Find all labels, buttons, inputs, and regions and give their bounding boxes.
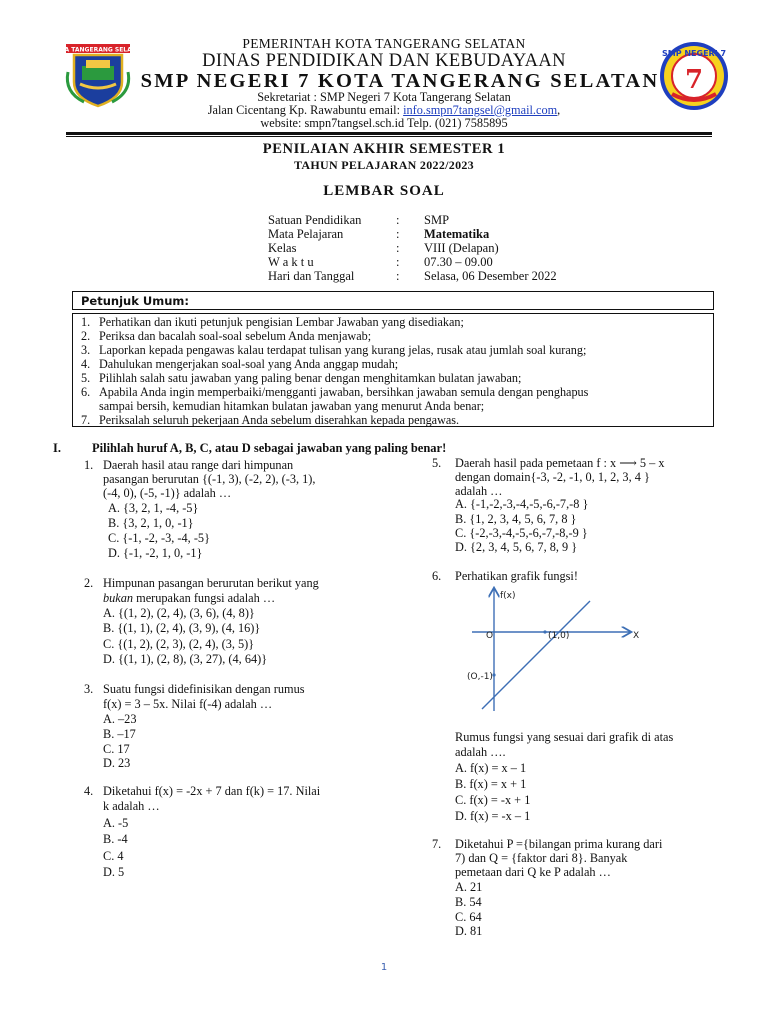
graph-fx-label: f(x) (500, 591, 516, 601)
instruction-text: Dahulukan mengerjakan soal-soal yang Anda anggap mudah; (99, 357, 399, 371)
instruction-item (81, 413, 459, 428)
option-a: A. 21 (455, 880, 483, 894)
instruction-number: 3. (81, 343, 91, 357)
academic-year: TAHUN PELAJARAN 2022/2023 (294, 158, 474, 172)
option-a: A. –23 (103, 712, 137, 726)
info-colon: : (396, 269, 400, 283)
address-suffix: , (557, 103, 561, 117)
instruction-number: 4. (81, 357, 91, 371)
function-graph (462, 585, 652, 715)
question-text: Diketahui f(x) = -2x + 7 dan f(k) = 17. Nilai (103, 784, 321, 798)
instruction-text: Pilihlah salah satu jawaban yang paling benar dengan menghitamkan bulatan jawaban; (99, 371, 522, 385)
address-prefix: Jalan Cicentang Kp. Rawabuntu email: (207, 103, 404, 117)
question-text: Rumus fungsi yang sesuai dari grafik di atas (455, 730, 674, 744)
question-number: 4. (84, 784, 94, 798)
question-number: 2. (84, 576, 94, 590)
option-d: D. {-1, -2, 1, 0, -1} (108, 546, 203, 560)
question-number: 6. (432, 569, 442, 583)
instructions-title: Petunjuk Umum: (81, 294, 189, 308)
question-text: Suatu fungsi didefinisikan dengan rumus (103, 682, 305, 696)
instruction-text: Laporkan kepada pengawas kalau terdapat tulisan yang kurang jelas, rusak atau jumlah soal kurang; (99, 343, 587, 357)
option-c: C. {-2,-3,-4,-5,-6,-7,-8,-9 } (455, 526, 588, 540)
info-colon: : (396, 227, 400, 241)
header-department: DINAS PENDIDIKAN DAN KEBUDAYAAN (202, 51, 566, 71)
question-text (103, 591, 275, 606)
option-a: A. -5 (103, 816, 129, 830)
instruction-text: Periksalah seluruh pekerjaan Anda sebelum diserahkan kepada pengawas. (99, 413, 460, 427)
question-text: 7) dan Q = {faktor dari 8}. Banyak (455, 851, 628, 865)
question-text: Himpunan pasangan berurutan berikut yang (103, 576, 319, 590)
header-rule-thin (66, 136, 712, 137)
instruction-number: 6. (81, 385, 91, 399)
info-colon: : (396, 241, 400, 255)
question-number: 5. (432, 456, 442, 470)
option-d: D. 81 (455, 924, 483, 938)
function-line (482, 601, 590, 709)
header-government: PEMERINTAH KOTA TANGERANG SELATAN (242, 36, 526, 51)
option-b: B. 54 (455, 895, 482, 909)
point-x-intercept (543, 630, 546, 633)
option-b: B. -4 (103, 832, 128, 846)
page-number: 1 (380, 962, 388, 973)
question-number: 1. (84, 458, 94, 472)
graph-point-label: (O,-1) (467, 672, 493, 682)
section-number: I. (53, 441, 61, 455)
option-a: A. f(x) = x – 1 (455, 761, 527, 775)
option-c: C. 4 (103, 849, 124, 863)
info-value: 07.30 – 09.00 (424, 255, 493, 269)
option-d: D. 23 (103, 756, 131, 770)
option-c: C. f(x) = -x + 1 (455, 793, 531, 807)
instruction-text: Apabila Anda ingin memperbaiki/mengganti jawaban, bersihkan jawaban semula dengan penghapus (99, 385, 589, 399)
instructions-header-box (72, 291, 714, 310)
option-c: C. {-1, -2, -3, -4, -5} (108, 531, 210, 545)
option-d: D. 5 (103, 865, 125, 879)
instruction-item (81, 399, 484, 414)
logo-right-text: SMP NEGERI 7 (661, 49, 727, 58)
question-text: Perhatikan grafik fungsi! (455, 569, 578, 583)
option-c: C. 17 (103, 742, 130, 756)
logo-number: 7 (684, 65, 704, 95)
info-value: SMP (424, 213, 450, 227)
instructions-list (72, 313, 714, 427)
header-school-name: SMP NEGERI 7 KOTA TANGERANG SELATAN (140, 70, 660, 92)
instruction-item (81, 371, 521, 386)
email-link[interactable]: info.smpn7tangsel@gmail.com (403, 103, 558, 117)
option-d: D. {(1, 1), (2, 8), (3, 27), (4, 64)} (103, 652, 268, 666)
instruction-item (81, 329, 371, 344)
instruction-number: 2. (81, 329, 91, 343)
question-text: k adalah … (103, 799, 160, 813)
info-label: Satuan Pendidikan (268, 213, 362, 227)
option-b: B. –17 (103, 727, 136, 741)
info-value: Selasa, 06 Desember 2022 (424, 269, 557, 283)
instruction-text: Perhatikan dan ikuti petunjuk pengisian Lembar Jawaban yang disediakan; (99, 315, 464, 329)
option-b: B. {1, 2, 3, 4, 5, 6, 7, 8 } (455, 512, 577, 526)
option-d: D. {2, 3, 4, 5, 6, 7, 8, 9 } (455, 540, 578, 554)
instruction-number: 1. (81, 315, 91, 329)
question-text: pemetaan dari Q ke P adalah … (455, 865, 611, 879)
info-value: VIII (Delapan) (424, 241, 499, 255)
header-website: website: smpn7tangsel.sch.id Telp. (021) 7585895 (260, 116, 508, 130)
sheet-title: LEMBAR SOAL (323, 183, 445, 199)
instruction-number: 7. (81, 413, 91, 427)
info-value: Matematika (424, 227, 490, 241)
instruction-text: Periksa dan bacalah soal-soal sebelum Anda menjawab; (99, 329, 372, 343)
info-row (0, 269, 768, 285)
logo-left-text: KOTA TANGERANG SELATAN (51, 46, 145, 54)
instruction-item (81, 385, 588, 400)
exam-title: PENILAIAN AKHIR SEMESTER 1 (262, 141, 506, 157)
graph-x-label: X (633, 631, 640, 641)
option-c: C. 64 (455, 910, 482, 924)
instruction-item (81, 343, 586, 358)
option-a: A. {-1,-2,-3,-4,-5,-6,-7,-8 } (455, 497, 589, 511)
question-text: dengan domain{-3, -2, -1, 0, 1, 2, 3, 4 } (455, 470, 650, 484)
info-label: Kelas (268, 241, 297, 255)
question-emphasis: bukan (103, 591, 134, 605)
graph-origin-label: O (486, 631, 494, 641)
question-text: f(x) = 3 – 5x. Nilai f(-4) adalah … (103, 697, 273, 711)
question-number: 7. (432, 837, 442, 851)
option-a: A. {3, 2, 1, -4, -5} (108, 501, 199, 515)
header-sekretariat: Sekretariat : SMP Negeri 7 Kota Tangerang Selatan (257, 90, 511, 104)
question-number: 3. (84, 682, 94, 696)
header-rule-thick (66, 132, 712, 135)
question-text: Daerah hasil pada pemetaan f : x ⟶ 5 – x (455, 456, 665, 470)
option-d: D. f(x) = -x – 1 (455, 809, 531, 823)
question-text: adalah … (455, 484, 503, 498)
option-c: C. {(1, 2), (2, 3), (2, 4), (3, 5)} (103, 637, 255, 651)
option-b: B. f(x) = x + 1 (455, 777, 527, 791)
instruction-text: sampai bersih, kemudian hitamkan bulatan jawaban yang menurut Anda benar; (99, 399, 485, 413)
instruction-item (81, 315, 464, 330)
question-text: pasangan berurutan {(-1, 3), (-2, 2), (-3, 1), (103, 472, 316, 486)
question-text: Daerah hasil atau range dari himpunan (103, 458, 294, 472)
info-label: Mata Pelajaran (268, 227, 344, 241)
info-label: Hari dan Tanggal (268, 269, 355, 283)
graph-point-label: (1,0) (548, 631, 570, 641)
question-text: adalah …. (455, 745, 506, 759)
instruction-number: 5. (81, 371, 91, 385)
instruction-item (81, 357, 398, 372)
question-text: (-4, 0), (-5, -1)} adalah … (103, 486, 232, 500)
info-label: W a k t u (268, 255, 314, 269)
section-title: Pilihlah huruf A, B, C, atau D sebagai jawaban yang paling benar! (92, 441, 447, 455)
option-a: A. {(1, 2), (2, 4), (3, 6), (4, 8)} (103, 606, 255, 620)
question-text-rest: merupakan fungsi adalah … (133, 591, 276, 605)
info-colon: : (396, 255, 400, 269)
info-colon: : (396, 213, 400, 227)
question-text: Diketahui P ={bilangan prima kurang dari (455, 837, 663, 851)
option-b: B. {(1, 1), (2, 4), (3, 9), (4, 16)} (103, 621, 261, 635)
option-b: B. {3, 2, 1, 0, -1} (108, 516, 194, 530)
